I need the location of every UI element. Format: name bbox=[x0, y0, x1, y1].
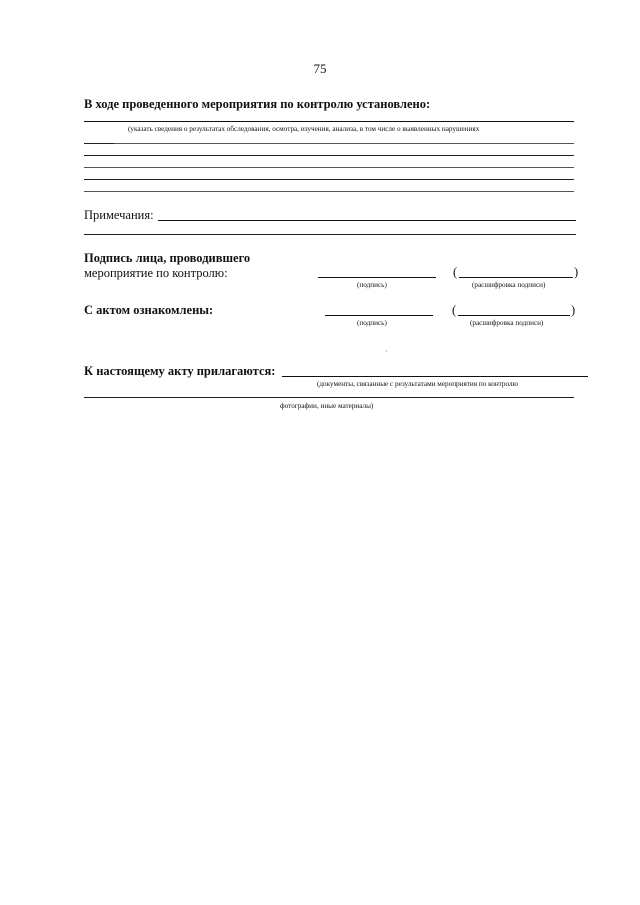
findings-line-5 bbox=[84, 179, 574, 180]
attachments-label: К настоящему акту прилагаются: bbox=[84, 364, 276, 378]
findings-line-3 bbox=[84, 155, 574, 156]
findings-line-1 bbox=[84, 121, 574, 122]
findings-caption: (указать сведения о результатах обследования, осмотра, изучения, анализа, в том числе о выявленных нарушениях bbox=[128, 125, 480, 133]
scan-speck: · bbox=[385, 347, 388, 356]
inspector-label-line2: мероприятие по контролю: bbox=[84, 266, 228, 280]
findings-heading: В ходе проведенного мероприятия по контролю установлено: bbox=[84, 97, 431, 111]
inspector-decoding-caption: (расшифровка подписи) bbox=[472, 281, 546, 289]
attachments-caption-line2: фотографии, иные материалы) bbox=[280, 402, 374, 410]
inspector-paren-close: ) bbox=[574, 265, 579, 279]
acquainted-signature-line bbox=[325, 315, 433, 316]
findings-line-4 bbox=[84, 167, 574, 168]
notes-line-2 bbox=[84, 234, 576, 235]
findings-line-6 bbox=[84, 191, 574, 192]
acquainted-decoding-line bbox=[458, 315, 570, 316]
acquainted-paren-close: ) bbox=[571, 303, 576, 317]
acquainted-label: С актом ознакомлены: bbox=[84, 303, 214, 317]
acquainted-decoding-caption: (расшифровка подписи) bbox=[470, 319, 544, 327]
attachments-line-2 bbox=[84, 397, 574, 398]
inspector-label-line1: Подпись лица, проводившего bbox=[84, 251, 251, 265]
inspector-signature-line bbox=[318, 277, 436, 278]
inspector-decoding-line bbox=[459, 277, 573, 278]
notes-label: Примечания: bbox=[84, 208, 154, 222]
findings-line-stub bbox=[84, 143, 114, 144]
findings-line-2 bbox=[114, 143, 574, 144]
notes-line-1 bbox=[158, 220, 576, 221]
inspector-paren-open: ( bbox=[453, 265, 458, 279]
page-number: 75 bbox=[313, 61, 327, 76]
inspector-signature-caption: (подпись) bbox=[357, 281, 387, 289]
attachments-line-1 bbox=[282, 376, 588, 377]
acquainted-paren-open: ( bbox=[452, 303, 457, 317]
acquainted-signature-caption: (подпись) bbox=[357, 319, 387, 327]
attachments-caption-line1: (документы, связанные с результатами мероприятия по контролю bbox=[317, 380, 518, 388]
